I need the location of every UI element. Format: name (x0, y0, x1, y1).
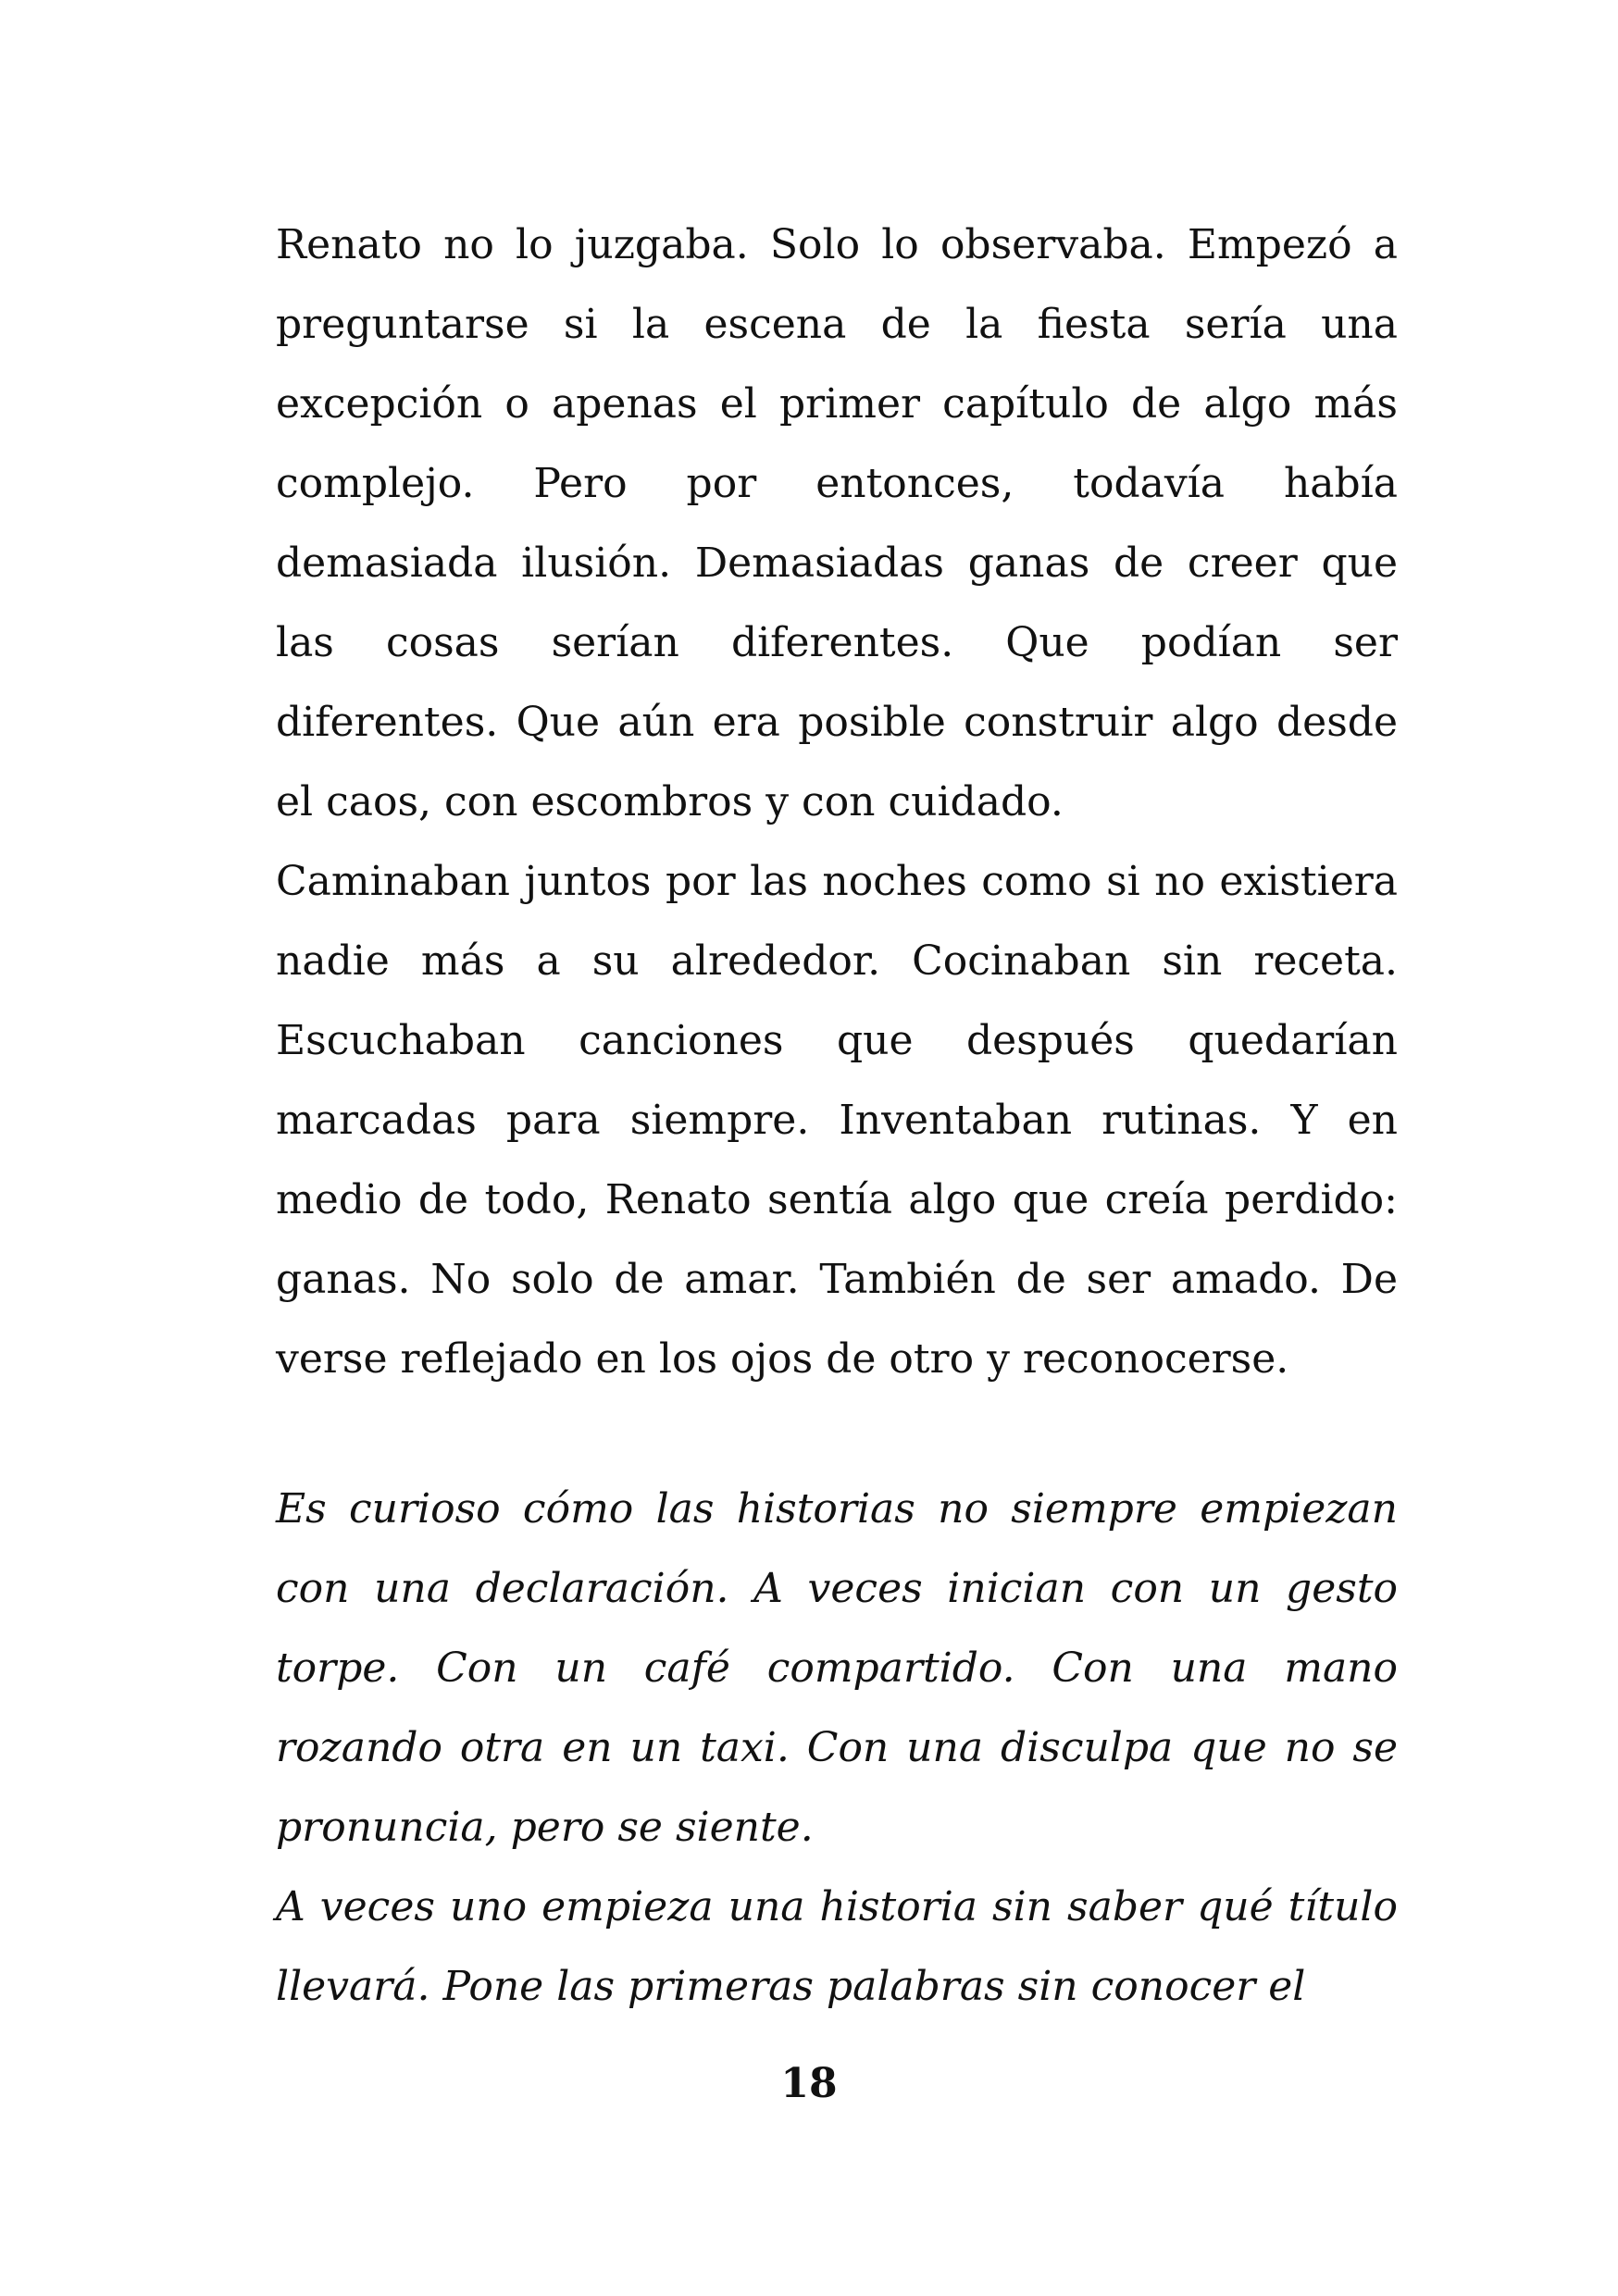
italic-text-section (276, 1470, 1398, 2027)
page-number: 18 (780, 2060, 838, 2107)
body-text-section (276, 205, 1398, 1399)
paragraph: Renato no lo juzgaba. Solo lo observaba. Empezó a preguntarse si la escena de la fiesta sería una excepción o apenas el primer capítulo de algo más complejo. Pero por entonces, todavía había demasiada ilusión. Demasiadas ganas de creer que las cosas serían diferentes. Que podían ser diferentes. Que aún era posible construir algo desde el caos, con escombros y con cuidado. (276, 221, 1398, 825)
italic-paragraph: Es curioso cómo las historias no siempre empiezan con una declaración. A veces inician con un gesto torpe. Con un café compartido. Con una mano rozando otra en un taxi. Con una disculpa que no se pronuncia, pero se siente. (276, 1485, 1398, 1851)
italic-paragraph: A veces uno empieza una historia sin saber qué título llevará. Pone las primeras palabras sin conocer el (276, 1883, 1398, 2010)
paragraph: Caminaban juntos por las noches como si no existiera nadie más a su alrededor. Cocinaban sin receta. Escuchaban canciones que después quedarían marcadas para siempre. Inventaban rutinas. Y en medio de todo, Renato sentía algo que creía perdido: ganas. No solo de amar. También de ser amado. De verse reflejado en los ojos de otro y reconocerse. (276, 858, 1398, 1383)
